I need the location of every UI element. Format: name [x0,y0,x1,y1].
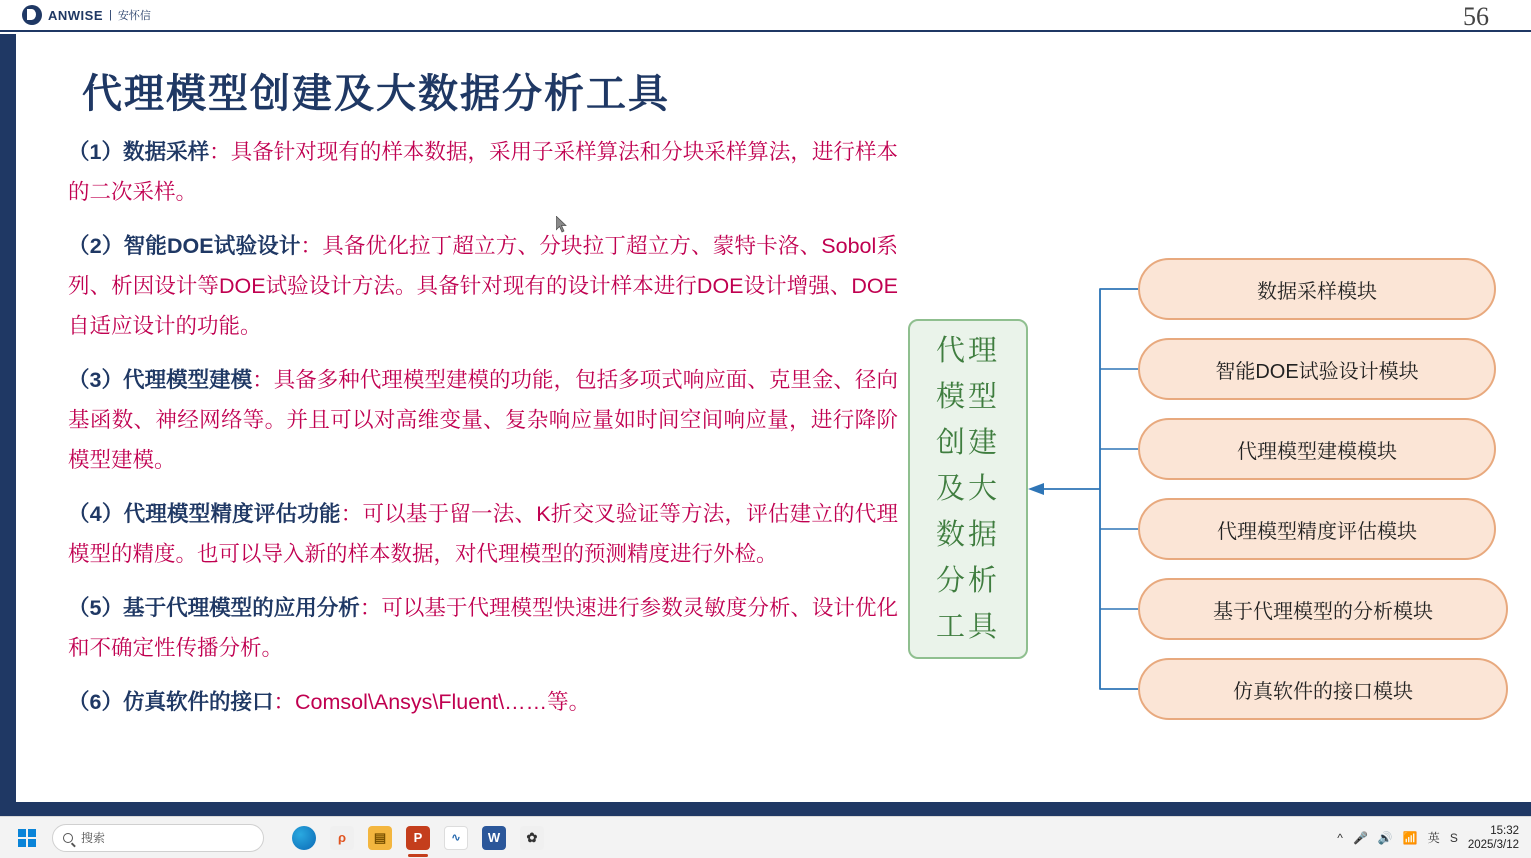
paragraph-4-sep: ： [340,502,363,526]
diagram-node-label: 基于代理模型的分析模块 [1213,600,1433,623]
diagram-node[interactable] [1138,578,1508,640]
microphone-icon[interactable]: 🎤 [1352,830,1368,845]
taskbar-app-icons [292,826,544,850]
paragraph-5-sep: ： [359,596,382,620]
settings-icon[interactable]: ✿ [520,826,544,850]
brand-subtitle: | [109,9,112,21]
paragraph-3-text: 具备多种代理模型建模的功能，包括多项式响应面、克里金、径向基函数、神经网络等。并且可以对高维变量、复杂响应量如时间空间响应量，进行降阶模型建模。 [68,368,898,472]
diagram-node[interactable] [1138,658,1508,720]
paragraph-2-number: （2） [68,234,124,258]
paragraph-4 [68,494,898,574]
mouse-cursor-icon [556,216,568,234]
diagram-node-label: 仿真软件的接口模块 [1233,680,1413,703]
paragraph-4-text: 可以基于留一法、K折交叉验证等方法，评估建立的代理模型的精度。也可以导入新的样本数据，对代理模型的预测精度进行外检。 [68,502,898,566]
paragraph-6-sep: ： [273,690,295,714]
paragraph-6-text: Comsol\Ansys\Fluent\……等。 [295,690,591,714]
chart-app-icon[interactable]: ∿ [444,826,468,850]
paragraph-4-lead: 代理模型精度评估功能 [123,502,341,526]
paragraph-5-number: （5） [68,596,124,620]
paragraph-3-number: （3） [68,368,124,392]
paragraph-5-text: 可以基于代理模型快速进行参数灵敏度分析、设计优化和不确定性传播分析。 [68,596,898,660]
diagram-node-label: 智能DOE试验设计模块 [1215,360,1419,383]
brand-name: ANWISE [48,7,103,23]
paragraph-6-number: （6） [68,690,123,714]
diagram-node-list [1138,184,1506,738]
word-icon[interactable]: W [482,826,506,850]
edge-icon[interactable] [292,826,316,850]
tray-app-icon[interactable]: S [1449,830,1458,845]
bottom-accent-bar [0,802,1531,816]
module-diagram [890,184,1510,744]
clock[interactable] [1468,824,1519,852]
slide-canvas [0,34,1531,816]
taskbar-search-input[interactable] [52,824,264,852]
paragraph-4-number: （4） [68,502,124,526]
paragraph-3-sep: ： [252,368,274,392]
paragraph-2-text: 具备优化拉丁超立方、分块拉丁超立方、蒙特卡洛、Sobol系列、析因设计等DOE试验设计方法。具备针对现有的设计样本进行DOE设计增强、DOE自适应设计的功能。 [68,234,898,338]
diagram-node-label: 数据采样模块 [1257,280,1377,303]
left-accent-bar [0,34,16,816]
search-icon [63,833,73,843]
paragraph-1-sep: ： [209,140,231,164]
app-header [0,0,1531,32]
windows-logo-icon [18,829,36,847]
diagram-node[interactable] [1138,338,1496,400]
paragraph-3 [68,360,898,480]
paragraph-2-lead: 智能DOE试验设计 [123,234,301,258]
diagram-node[interactable] [1138,258,1496,320]
powerpoint-icon[interactable]: P [406,826,430,850]
paragraph-5-lead: 基于代理模型的应用分析 [123,596,360,620]
brand-name-cn: 安怀信 [117,10,151,22]
paragraph-2 [68,226,898,346]
brand-logo [22,5,151,25]
paragraph-3-lead: 代理模型建模 [123,368,253,392]
paragraph-1 [68,132,898,212]
search-placeholder: 搜索 [81,831,106,845]
paragraph-6-lead: 仿真软件的接口 [122,690,274,714]
network-icon[interactable]: 📶 [1402,830,1418,845]
clock-time: 15:32 [1490,824,1519,837]
paragraph-2-sep: ： [300,234,323,258]
taskbar [0,816,1531,858]
system-tray [1337,824,1531,852]
volume-icon[interactable]: 🔊 [1377,830,1393,845]
chevron-up-icon[interactable]: ^ [1337,830,1343,845]
paragraph-5 [68,588,898,668]
clock-date: 2025/3/12 [1467,838,1519,851]
page-number: 56 [1463,2,1489,31]
diagram-center-node [908,319,1028,659]
diagram-node-label: 代理模型建模模块 [1237,440,1397,463]
paragraph-1-number: （1） [68,140,124,164]
diagram-node-label: 代理模型精度评估模块 [1217,520,1417,543]
file-explorer-icon[interactable]: ▤ [368,826,392,850]
logo-icon [22,5,42,25]
diagram-node[interactable] [1138,418,1496,480]
paragraph-1-lead: 数据采样 [123,140,210,164]
search-app-icon[interactable]: ρ [330,826,354,850]
body-text [68,132,898,736]
diagram-center-label: 代理模型创建及大数据分析工具 [935,335,1000,643]
paragraph-6 [68,682,898,722]
start-button[interactable] [10,824,44,852]
paragraph-1-text: 具备针对现有的样本数据，采用子采样算法和分块采样算法，进行样本的二次采样。 [68,140,898,204]
ime-language-icon[interactable]: 英 [1427,831,1440,845]
page-title: 代理模型创建及大数据分析工具 [82,72,670,116]
diagram-node[interactable] [1138,498,1496,560]
